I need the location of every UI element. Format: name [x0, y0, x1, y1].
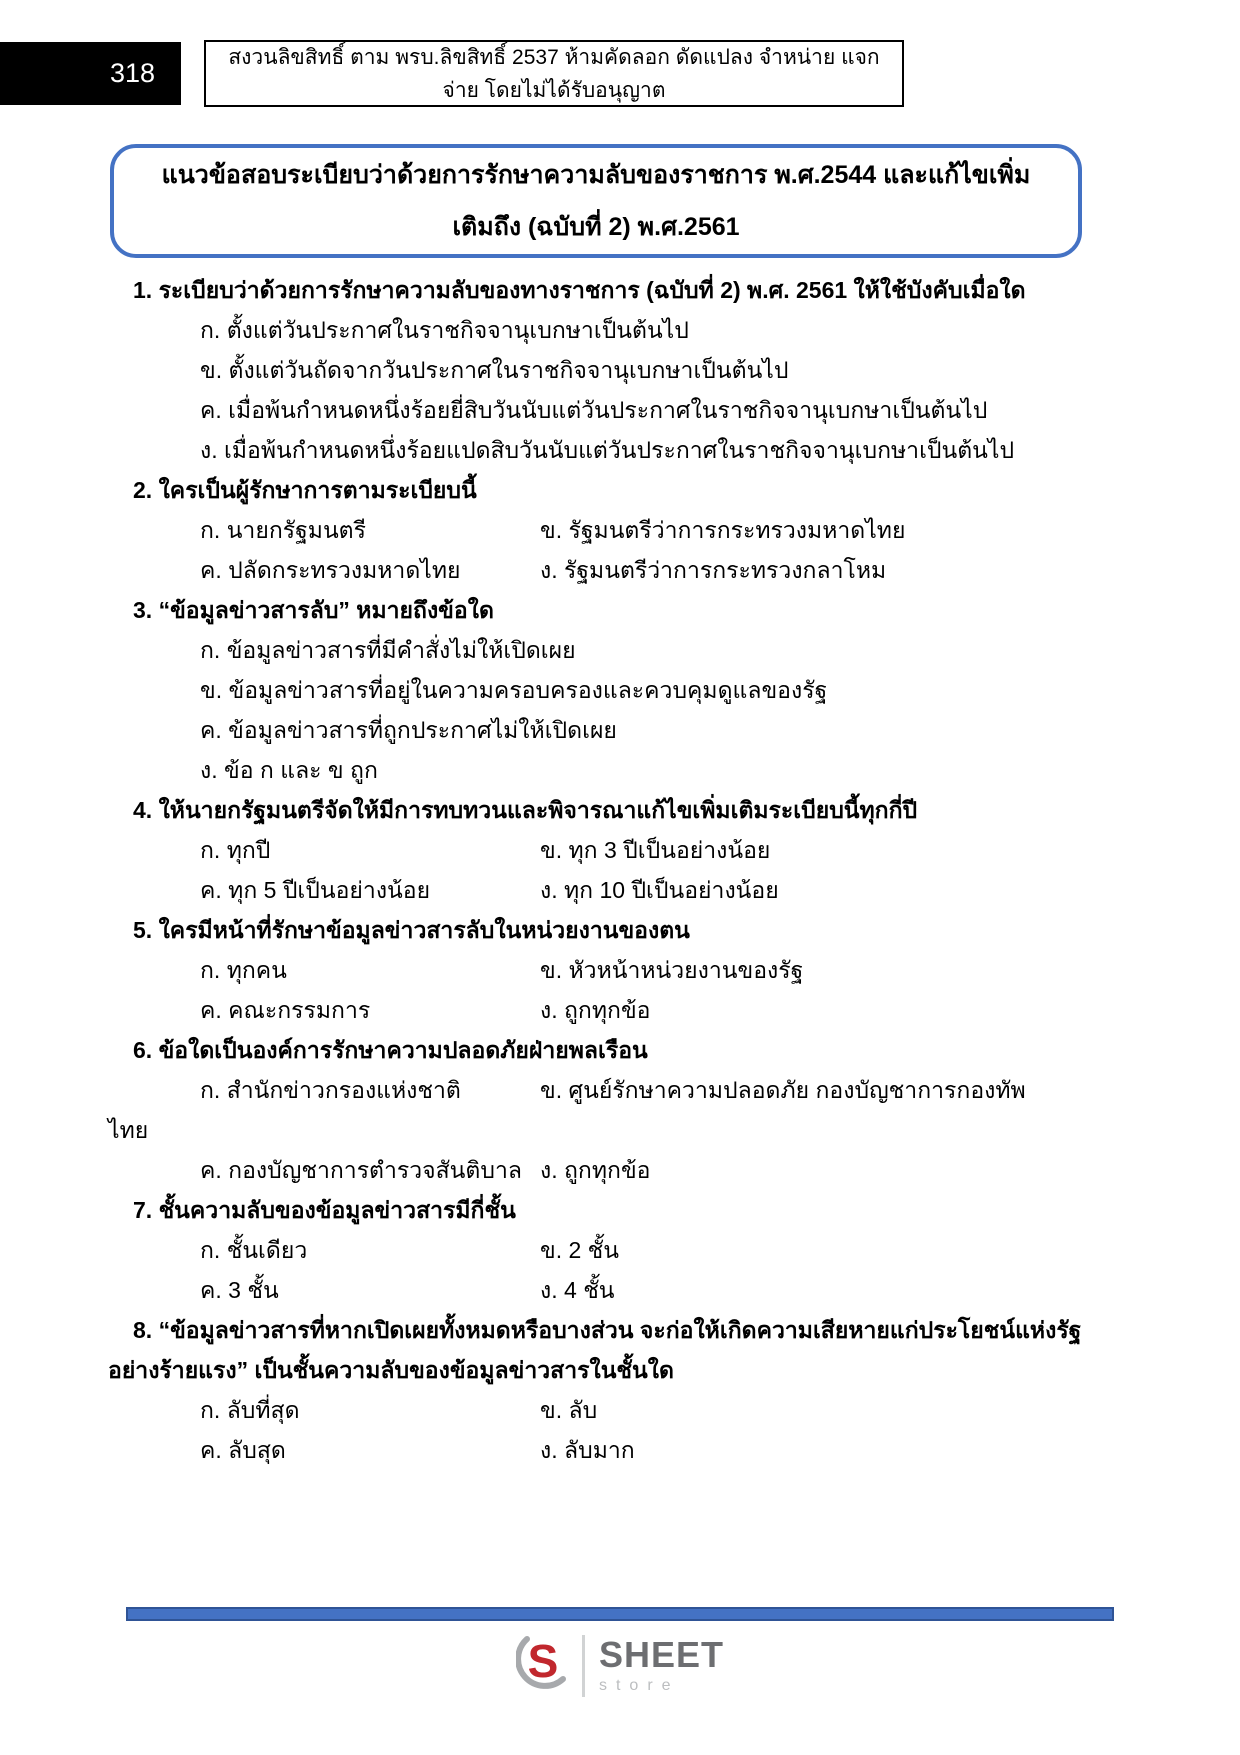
page-number: 318 [109, 58, 155, 88]
choice-overflow: ไทย [108, 1117, 149, 1143]
copyright-box [204, 40, 904, 107]
choice: ง. ทุก 10 ปีเป็นอย่างน้อย [540, 877, 779, 903]
choice: ข. รัฐมนตรีว่าการกระทรวงมหาดไทย [540, 517, 906, 543]
question-text: 3. “ข้อมูลข่าวสารลับ” หมายถึงข้อใด [133, 597, 494, 623]
choice: ง. ข้อ ก และ ข ถูก [200, 757, 378, 783]
choice: ข. 2 ชั้น [540, 1237, 620, 1263]
choice-row [108, 510, 1120, 550]
choice: ค. คณะกรรมการ [200, 997, 371, 1023]
choice: ก. ข้อมูลข่าวสารที่มีคำสั่งไม่ให้เปิดเผย [200, 637, 576, 663]
question-text: 2. ใครเป็นผู้รักษาการตามระเบียบนี้ [133, 477, 477, 503]
question-text: 5. ใครมีหน้าที่รักษาข้อมูลข่าวสารลับในหน่วยงานของตน [133, 917, 690, 943]
choice: ข. ตั้งแต่วันถัดจากวันประกาศในราชกิจจานุเบกษาเป็นต้นไป [200, 357, 789, 383]
question-4 [108, 790, 1120, 910]
question-8 [108, 1310, 1120, 1470]
choice: ง. เมื่อพ้นกำหนดหนึ่งร้อยแปดสิบวันนับแต่วันประกาศในราชกิจจานุเบกษาเป็นต้นไป [200, 437, 1015, 463]
svg-text:S: S [527, 1635, 559, 1687]
choice-row [108, 550, 1120, 590]
choice: ข. ข้อมูลข่าวสารที่อยู่ในความครอบครองและควบคุมดูแลของรัฐ [200, 677, 828, 703]
copyright-notice: สงวนลิขสิทธิ์ ตาม พรบ.ลิขสิทธิ์ 2537 ห้ามคัดลอก ดัดแปลง จำหน่าย แจกจ่าย โดยไม่ได้รับอนุญาต [228, 45, 880, 102]
choice-row [108, 1150, 1120, 1190]
choice: ง. 4 ชั้น [540, 1277, 615, 1303]
question-2 [108, 470, 1120, 590]
choice: ข. ลับ [540, 1397, 598, 1423]
choice: ก. ทุกคน [200, 957, 287, 983]
question-text: 6. ข้อใดเป็นองค์การรักษาความปลอดภัยฝ่ายพลเรือน [133, 1037, 648, 1063]
page-title: แนวข้อสอบระเบียบว่าด้วยการรักษาความลับของราชการ พ.ศ.2544 และแก้ไขเพิ่มเติมถึง (ฉบับที่ 2) พ.ศ.2561 [161, 161, 1031, 241]
choice: ก. ชั้นเดียว [200, 1237, 308, 1263]
choice: ก. ตั้งแต่วันประกาศในราชกิจจานุเบกษาเป็นต้นไป [200, 317, 689, 343]
question-6 [108, 1030, 1120, 1190]
question-text: 1. ระเบียบว่าด้วยการรักษาความลับของทางราชการ (ฉบับที่ 2) พ.ศ. 2561 ให้ใช้บังคับเมื่อใด [133, 277, 1026, 303]
choice: ง. รัฐมนตรีว่าการกระทรวงกลาโหม [540, 557, 887, 583]
footer-logo [0, 1634, 1240, 1697]
choice: ง. ลับมาก [540, 1437, 635, 1463]
logo-divider [582, 1635, 585, 1697]
sheet-store-logo-icon [516, 1634, 568, 1697]
choice: ข. ทุก 3 ปีเป็นอย่างน้อย [540, 837, 771, 863]
choice-row [108, 1430, 1120, 1470]
choice-row [108, 1390, 1120, 1430]
choice: ค. ข้อมูลข่าวสารที่ถูกประกาศไม่ให้เปิดเผย [200, 717, 617, 743]
choice: ง. ถูกทุกข้อ [540, 1157, 651, 1183]
choice: ค. 3 ชั้น [200, 1277, 279, 1303]
page-number-box [0, 42, 181, 105]
choice-row [108, 1230, 1120, 1270]
question-3 [108, 590, 1120, 790]
brand-subtitle: store [598, 1676, 680, 1694]
title-box [110, 144, 1082, 258]
choice-row [108, 990, 1120, 1030]
choice: ข. หัวหน้าหน่วยงานของรัฐ [540, 957, 804, 983]
choice: ก. ลับที่สุด [200, 1397, 300, 1423]
choice-row [108, 830, 1120, 870]
choice: ค. กองบัญชาการตำรวจสันติบาล [200, 1157, 522, 1183]
choice: ข. ศูนย์รักษาความปลอดภัย กองบัญชาการกองทัพ [540, 1077, 1026, 1103]
question-text: 4. ให้นายกรัฐมนตรีจัดให้มีการทบทวนและพิจารณาแก้ไขเพิ่มเติมระเบียบนี้ทุกกี่ปี [133, 797, 918, 823]
choice: ค. ทุก 5 ปีเป็นอย่างน้อย [200, 877, 431, 903]
choice: ค. เมื่อพ้นกำหนดหนึ่งร้อยยี่สิบวันนับแต่วันประกาศในราชกิจจานุเบกษาเป็นต้นไป [200, 397, 988, 423]
questions [108, 270, 1120, 1470]
question-text: 8. “ข้อมูลข่าวสารที่หากเปิดเผยทั้งหมดหรือบางส่วน จะก่อให้เกิดความเสียหายแก่ประโยชน์แห่งรัฐ​อย่างร้ายแรง” เป็นชั้นความลับของข้อมูลข่าวสารในชั้นใด [108, 1317, 1082, 1383]
choice: ก. นายกรัฐมนตรี [200, 517, 366, 543]
question-5 [108, 910, 1120, 1030]
question-7 [108, 1190, 1120, 1310]
choice-row [108, 950, 1120, 990]
footer-divider-bar [126, 1607, 1114, 1621]
brand-name: SHEET [598, 1633, 725, 1675]
choice-row [108, 1270, 1120, 1310]
question-text: 7. ชั้นความลับของข้อมูลข่าวสารมีกี่ชั้น [133, 1197, 516, 1223]
question-1 [108, 270, 1120, 470]
choice: ค. ปลัดกระทรวงมหาดไทย [200, 557, 461, 583]
logo-text [598, 1633, 725, 1696]
choice: ค. ลับสุด [200, 1437, 286, 1463]
choice: ก. สำนักข่าวกรองแห่งชาติ [200, 1077, 461, 1103]
choice-row [108, 1070, 1120, 1110]
choice: ก. ทุกปี [200, 837, 271, 863]
choice: ง. ถูกทุกข้อ [540, 997, 651, 1023]
choice-row [108, 870, 1120, 910]
